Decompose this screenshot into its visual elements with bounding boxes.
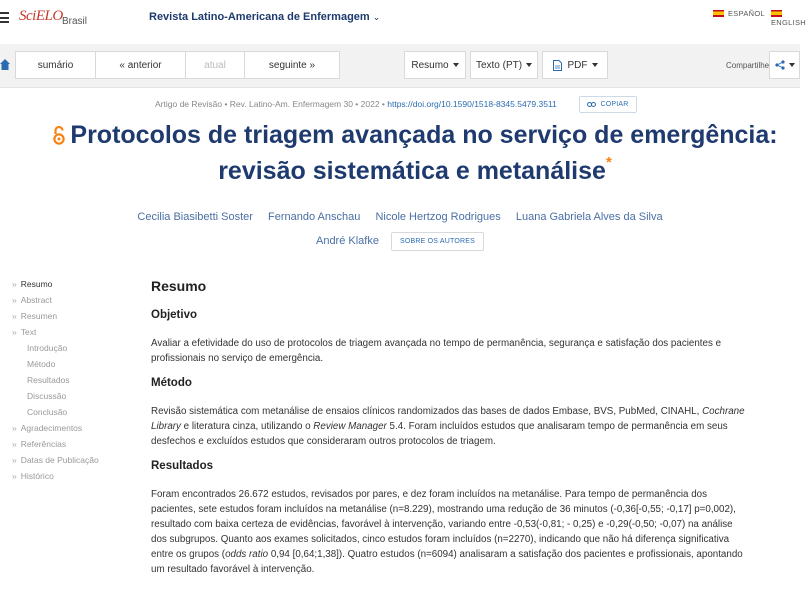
toc-item-label: Referências [20, 439, 67, 449]
logo-text: SciELO [19, 8, 63, 24]
summary-button[interactable]: sumário [15, 51, 96, 79]
author-link[interactable]: Cecilia Biasibetti Soster [137, 211, 253, 223]
authors-list [0, 205, 800, 253]
toc-item[interactable] [12, 468, 132, 484]
toc-item-label: Text [20, 327, 37, 337]
toc-item[interactable] [12, 388, 132, 404]
toc-item[interactable] [12, 292, 132, 308]
about-authors-button[interactable]: SOBRE OS AUTORES [391, 232, 484, 251]
copy-doi-label: COPIAR [600, 101, 629, 108]
article-meta [155, 99, 557, 109]
share-label: Compartilhe [726, 61, 770, 70]
abstract-heading: Resumo [151, 278, 207, 294]
menu-icon[interactable] [0, 12, 9, 23]
previous-button[interactable]: « anterior [95, 51, 186, 79]
toc-arrow-icon: » [12, 279, 17, 289]
toc-item[interactable] [12, 324, 132, 340]
journal-dropdown[interactable] [149, 11, 380, 23]
language-english[interactable] [771, 9, 806, 27]
author-link[interactable]: André Klafke [315, 235, 379, 247]
toc-item-label: Histórico [20, 471, 54, 481]
chevron-down-icon: ⌄ [372, 12, 381, 22]
author-link[interactable]: Luana Gabriela Alves da Silva [515, 211, 663, 223]
link-icon [587, 101, 596, 108]
toc-arrow-icon: » [12, 471, 17, 481]
toc-item-label: Resultados [27, 375, 70, 385]
toc-item[interactable] [12, 308, 132, 324]
doi-link[interactable]: https://doi.org/10.1590/1518-8345.5479.3511 [387, 99, 557, 109]
share-icon [775, 60, 785, 70]
pdf-menu-label: PDF [567, 59, 588, 71]
article-meta-text: Artigo de Revisão • Rev. Latino-Am. Enfermagem 30 • 2022 • [155, 99, 388, 109]
toc-item-label: Introdução [27, 343, 68, 353]
language-english-label: ENGLISH [771, 18, 806, 27]
flag-en-icon [771, 10, 782, 17]
caret-down-icon [789, 63, 795, 67]
home-button[interactable] [0, 51, 12, 79]
text-menu-label: Texto (PT) [475, 59, 523, 71]
title-line-1: Protocolos de triagem avançada no serviço de emergência: [70, 121, 778, 149]
toc-item[interactable] [12, 404, 132, 420]
caret-down-icon [453, 63, 459, 67]
toc-item-label: Conclusão [27, 407, 68, 417]
toc-item-label: Agradecimentos [20, 423, 83, 433]
home-icon [0, 59, 10, 70]
toc-item[interactable] [12, 452, 132, 468]
title-footnote-marker[interactable]: * [605, 154, 612, 171]
toc-arrow-icon: » [12, 295, 17, 305]
toc-item-label: Datas de Publicação [20, 455, 99, 465]
text-menu-button[interactable] [470, 51, 538, 79]
toc-item[interactable] [12, 420, 132, 436]
abstract-menu-button[interactable] [404, 51, 466, 79]
title-line-2: revisão sistemática e metanálise [218, 157, 606, 185]
toc-item[interactable] [12, 356, 132, 372]
toc-item-label: Discussão [27, 391, 67, 401]
author-link[interactable]: Nicole Hertzog Rodrigues [375, 211, 501, 223]
toc-item[interactable] [12, 340, 132, 356]
journal-name: Revista Latino-Americana de Enfermagem [149, 11, 370, 23]
toc-arrow-icon: » [12, 423, 17, 433]
toc-item[interactable] [12, 276, 132, 292]
flag-es-icon [713, 10, 724, 17]
open-access-icon [52, 125, 66, 145]
toc-item[interactable] [12, 372, 132, 388]
author-link[interactable]: Fernando Anschau [268, 211, 361, 223]
toc-item-label: Resumen [20, 311, 58, 321]
method-heading: Método [151, 377, 192, 389]
caret-down-icon [526, 63, 532, 67]
toc-arrow-icon: » [12, 455, 17, 465]
toc-arrow-icon: » [12, 327, 17, 337]
method-text: Revisão sistemática com metanálise de ensaios clínicos randomizados das bases de dados Embase, BVS, PubMed, CINAHL, Cochrane Library e literatura cinza, utilizando o Review Manager 5.4. Foram incluídos estudos que analisaram tempo de permanência em seus desfechos e excluídos estudos que consideraram outros protocolos de triagem. [151, 406, 745, 447]
objective-heading: Objetivo [151, 309, 198, 321]
current-button: atual [185, 51, 245, 79]
language-espanol[interactable] [713, 9, 765, 18]
results-heading: Resultados [151, 460, 213, 472]
objective-text: Avaliar a efetividade do uso de protocolos de triagem avançada no tempo de permanência, segurança e satisfação dos pacientes e profissionais no serviço de emergência. [151, 338, 722, 364]
share-button[interactable] [769, 51, 800, 79]
scielo-logo[interactable] [19, 6, 89, 32]
toc-item[interactable] [12, 436, 132, 452]
toc-item-label: Método [27, 359, 56, 369]
article-title [30, 117, 800, 189]
toc-item-label: Resumo [20, 279, 53, 289]
logo-country: Brasil [62, 16, 88, 27]
results-text: Foram encontrados 26.672 estudos, revisados por pares, e dez foram incluídos na metanálise. Para tempo de permanência dos pacientes, sete estudos foram incluídos na metanálise (n=8.229), mostrando uma redução de 36 minutos (-0,36[-0,55; -0,17] p=0,002), resultado com baixa certeza de evidências, favorável à intervenção, variando entre -0,53(-0,81; - 0,25) e -0,29(-0,50; -0,07) na análise dos subgrupos. Quanto aos exames solicitados, cinco estudos foram incluídos (n=2270), indicando que não há diferença significativa entre os grupos (odds ratio 0,94 [0,64;1,38]). Quatro estudos (n=6094) analisaram a satisfação dos pacientes e profissionais, apontando um resultado favorável à intervenção. [151, 489, 743, 575]
copy-doi-button[interactable] [579, 96, 637, 113]
top-header [0, 0, 806, 38]
next-button[interactable]: seguinte » [244, 51, 340, 79]
toc-arrow-icon: » [12, 311, 17, 321]
abstract-menu-label: Resumo [411, 59, 449, 71]
table-of-contents [12, 276, 132, 484]
article-navbar [0, 44, 800, 88]
language-espanol-label: ESPAÑOL [728, 9, 765, 18]
pdf-file-icon [553, 60, 562, 71]
caret-down-icon [592, 63, 598, 67]
pdf-menu-button[interactable] [542, 51, 608, 79]
toc-arrow-icon: » [12, 439, 17, 449]
toc-item-label: Abstract [20, 295, 52, 305]
